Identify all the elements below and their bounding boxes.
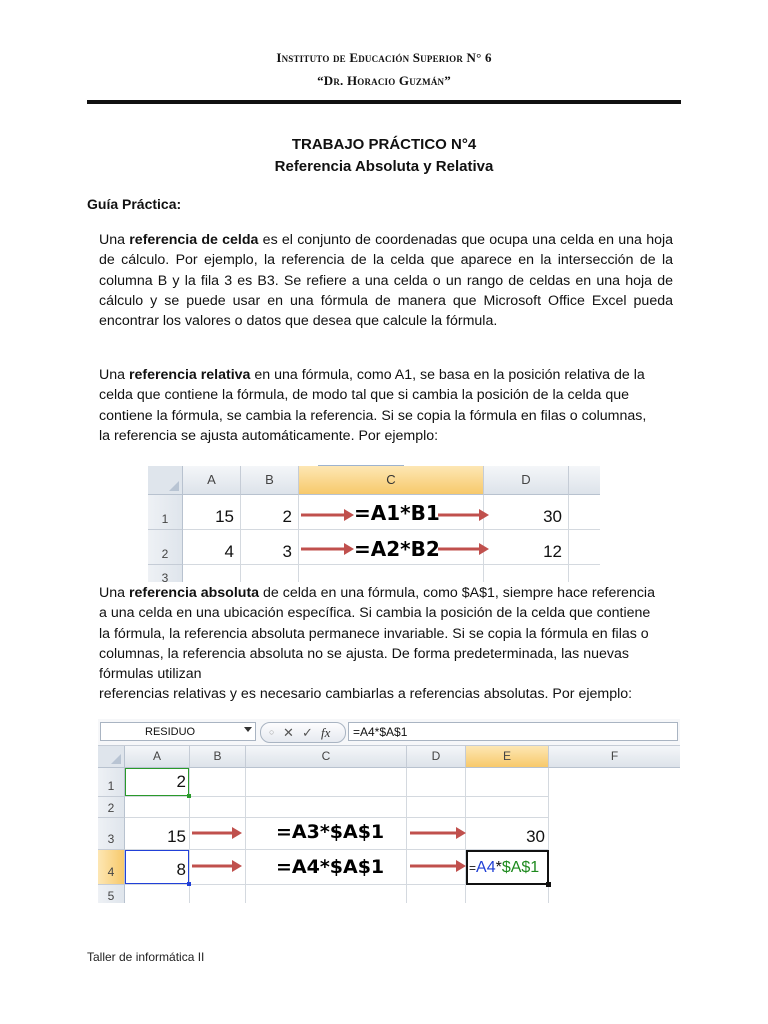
- arrow-row1-right-icon: [438, 509, 489, 521]
- page-subtitle: Referencia Absoluta y Relativa: [274, 158, 494, 175]
- paragraph-cell-reference: [99, 230, 673, 331]
- formula-c4: =A4*$A$1: [276, 856, 385, 878]
- formula-row1: =A1*B1: [354, 501, 440, 525]
- value-a3: 15: [167, 827, 186, 846]
- para1-body: es el conjunto de coordenadas que ocupa una celda en una hoja de cálculo. Por ejemplo, la referencia de la celda que aparece en la intersección de la columna B y la fila 3 es B3. Se refiere a una celda o un rango de celdas en una hoja de cálculo y se puede usar en una fórmula de manera que Microsoft Office Excel pueda encontrar los valores o datos que desea que calcule la fórmula.: [99, 232, 674, 330]
- para2-lead: Una: [99, 367, 129, 383]
- para3-body: de celda en una fórmula, como $A$1, siempre hace referencia a una celda en una ubicación específica. Si cambia la posición de la celda que contiene la fórmula, la referencia absoluta permanece invariable. Si se copia la fórmula en filas o columnas, la referencia absoluta no se ajusta. De forma predeterminada, las nuevas fórmulas utilizan: [99, 585, 655, 683]
- editing-relative-ref: A4: [476, 859, 496, 876]
- para1-term: referencia de celda: [129, 232, 259, 248]
- row-header-4[interactable]: 4: [98, 850, 125, 885]
- para3-term: referencia absoluta: [128, 585, 260, 601]
- institute-name: Instituto de Educación Superior N° 6: [276, 50, 492, 65]
- paragraph-absolute-reference: [99, 583, 659, 684]
- paragraph-absolute-continuation: referencias relativas y es necesario cambiarlas a referencias absolutas. Por ejemplo:: [99, 686, 633, 702]
- guide-heading: Guía Práctica:: [87, 196, 182, 212]
- editing-absolute-ref: $A$1: [501, 859, 540, 876]
- sheet1-arrows: [148, 466, 600, 582]
- formula-c3: =A3*$A$1: [276, 821, 385, 843]
- enter-check-icon[interactable]: ✓: [302, 725, 313, 740]
- row-header-2[interactable]: 2: [148, 530, 183, 565]
- para2-term: referencia relativa: [128, 367, 251, 383]
- page-title: TRABAJO PRÁCTICO N°4: [291, 136, 477, 153]
- para2-body: en una fórmula, como A1, se basa en la posición relativa de la celda que contiene la fórmula, de modo tal que si cambia la posición de la celda que contiene la fórmula, se cambia la referencia. Si se copia la fórmula en filas o columnas, la referencia se ajusta automáticamente. Por ejemplo:: [99, 367, 647, 444]
- column-header-e[interactable]: E: [466, 746, 549, 768]
- fill-handle-icon: [546, 882, 551, 887]
- column-header-b[interactable]: B: [241, 466, 299, 495]
- arrow-row4-left-icon: [192, 860, 242, 872]
- row-header-3[interactable]: 3: [98, 818, 125, 850]
- row-header-2[interactable]: 2: [98, 797, 125, 818]
- column-header-c[interactable]: C: [299, 466, 484, 495]
- column-header-a[interactable]: A: [183, 466, 241, 495]
- paragraph-relative-reference: [99, 365, 659, 446]
- row-header-3[interactable]: 3: [148, 565, 183, 582]
- footer-course-name: Taller de informática II: [87, 950, 205, 964]
- formula-row2: =A2*B2: [354, 537, 440, 561]
- spreadsheet-relative-example: [148, 466, 600, 582]
- cell-d1[interactable]: 30: [484, 495, 569, 530]
- spreadsheet-absolute-example: [98, 719, 680, 903]
- row-header-5[interactable]: 5: [98, 885, 125, 903]
- arrow-row1-left-icon: [301, 509, 354, 521]
- absolute-ref-handle-icon: [187, 794, 191, 798]
- row-header-1[interactable]: 1: [148, 495, 183, 530]
- cell-b2[interactable]: 3: [241, 530, 299, 565]
- row-header-1[interactable]: 1: [98, 768, 125, 797]
- insert-function-icon[interactable]: fx: [321, 725, 331, 740]
- value-e3: 30: [526, 827, 545, 846]
- arrow-row3-left-icon: [192, 827, 242, 839]
- para3-lead: Una: [99, 585, 129, 601]
- cell-b1[interactable]: 2: [241, 495, 299, 530]
- arrow-row2-right-icon: [438, 543, 489, 555]
- cell-d2[interactable]: 12: [484, 530, 569, 565]
- editing-eq: =: [469, 861, 477, 875]
- column-header-f[interactable]: F: [549, 746, 680, 768]
- formula-bar-input[interactable]: =A4*$A$1: [348, 722, 678, 741]
- arrow-row2-left-icon: [301, 543, 354, 555]
- institute-patron: “Dr. Horacio Guzmán”: [317, 73, 451, 88]
- column-header-a[interactable]: A: [125, 746, 190, 768]
- arrow-row4-right-icon: [410, 860, 466, 872]
- para1-lead: Una: [99, 232, 130, 248]
- column-header-d[interactable]: D: [484, 466, 569, 495]
- cell-a2[interactable]: 4: [183, 530, 241, 565]
- column-header-b[interactable]: B: [190, 746, 246, 768]
- value-a1: 2: [176, 772, 186, 791]
- sheet2-arrows: [98, 719, 680, 903]
- editing-operator: *: [495, 859, 502, 876]
- cancel-icon[interactable]: ✕: [283, 725, 294, 740]
- header-divider: [87, 100, 681, 104]
- circle-icon: ○: [269, 727, 275, 737]
- column-header-c[interactable]: C: [246, 746, 407, 768]
- cell-a1[interactable]: 15: [183, 495, 241, 530]
- relative-ref-handle-icon: [187, 882, 191, 886]
- name-box[interactable]: RESIDUO: [100, 722, 256, 741]
- column-header-d[interactable]: D: [407, 746, 466, 768]
- value-a4: 8: [176, 860, 186, 879]
- arrow-row3-right-icon: [410, 827, 466, 839]
